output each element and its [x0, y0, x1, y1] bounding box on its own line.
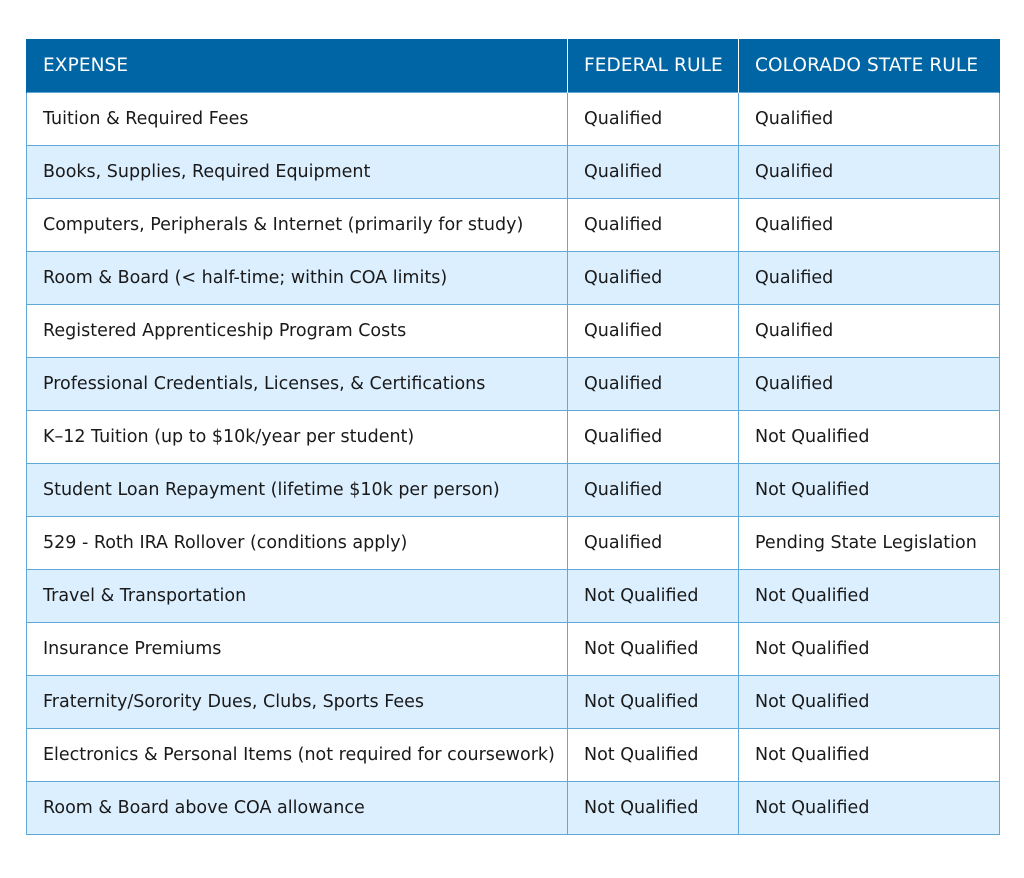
table-row: [27, 252, 1000, 305]
table-row: [27, 517, 1000, 570]
header-federal-rule: FEDERAL RULE: [568, 39, 739, 93]
expense-cell: Registered Apprenticeship Program Costs: [27, 305, 568, 358]
table-row: [27, 358, 1000, 411]
table-row: [27, 782, 1000, 835]
expense-cell: Electronics & Personal Items (not required for coursework): [27, 729, 568, 782]
table-row: [27, 146, 1000, 199]
state-rule-cell: Qualified: [739, 305, 1000, 358]
state-rule-cell: Not Qualified: [739, 729, 1000, 782]
federal-rule-cell: Not Qualified: [568, 676, 739, 729]
expense-cell: Room & Board above COA allowance: [27, 782, 568, 835]
federal-rule-cell: Not Qualified: [568, 570, 739, 623]
table-row: [27, 676, 1000, 729]
federal-rule-cell: Qualified: [568, 464, 739, 517]
federal-rule-cell: Qualified: [568, 358, 739, 411]
state-rule-cell: Qualified: [739, 93, 1000, 146]
header-row: [27, 39, 1000, 93]
state-rule-cell: Pending State Legislation: [739, 517, 1000, 570]
state-rule-cell: Qualified: [739, 358, 1000, 411]
federal-rule-cell: Qualified: [568, 93, 739, 146]
state-rule-cell: Not Qualified: [739, 411, 1000, 464]
expense-cell: 529 - Roth IRA Rollover (conditions apply): [27, 517, 568, 570]
state-rule-cell: Not Qualified: [739, 464, 1000, 517]
expense-cell: Fraternity/Sorority Dues, Clubs, Sports Fees: [27, 676, 568, 729]
expense-cell: Professional Credentials, Licenses, & Certifications: [27, 358, 568, 411]
federal-rule-cell: Qualified: [568, 305, 739, 358]
expense-cell: Room & Board (< half-time; within COA limits): [27, 252, 568, 305]
expense-cell: K–12 Tuition (up to $10k/year per student): [27, 411, 568, 464]
expense-cell: Computers, Peripherals & Internet (primarily for study): [27, 199, 568, 252]
expense-rules-table: [26, 39, 1000, 835]
expense-cell: Tuition & Required Fees: [27, 93, 568, 146]
table-row: [27, 305, 1000, 358]
federal-rule-cell: Qualified: [568, 517, 739, 570]
state-rule-cell: Qualified: [739, 146, 1000, 199]
federal-rule-cell: Not Qualified: [568, 782, 739, 835]
federal-rule-cell: Qualified: [568, 411, 739, 464]
header-colorado-state-rule: COLORADO STATE RULE: [739, 39, 1000, 93]
expense-cell: Travel & Transportation: [27, 570, 568, 623]
state-rule-cell: Not Qualified: [739, 782, 1000, 835]
header-expense: EXPENSE: [27, 39, 568, 93]
table-row: [27, 729, 1000, 782]
table-row: [27, 464, 1000, 517]
federal-rule-cell: Qualified: [568, 252, 739, 305]
state-rule-cell: Not Qualified: [739, 570, 1000, 623]
state-rule-cell: Qualified: [739, 199, 1000, 252]
expense-cell: Insurance Premiums: [27, 623, 568, 676]
state-rule-cell: Not Qualified: [739, 623, 1000, 676]
table-row: [27, 411, 1000, 464]
table-row: [27, 623, 1000, 676]
state-rule-cell: Qualified: [739, 252, 1000, 305]
federal-rule-cell: Qualified: [568, 146, 739, 199]
expense-cell: Student Loan Repayment (lifetime $10k per person): [27, 464, 568, 517]
table-row: [27, 570, 1000, 623]
table-body: [27, 93, 1000, 835]
expense-rules-table-container: [26, 39, 999, 835]
federal-rule-cell: Not Qualified: [568, 623, 739, 676]
federal-rule-cell: Qualified: [568, 199, 739, 252]
table-row: [27, 199, 1000, 252]
expense-cell: Books, Supplies, Required Equipment: [27, 146, 568, 199]
table-row: [27, 93, 1000, 146]
state-rule-cell: Not Qualified: [739, 676, 1000, 729]
table-header: [27, 39, 1000, 93]
federal-rule-cell: Not Qualified: [568, 729, 739, 782]
